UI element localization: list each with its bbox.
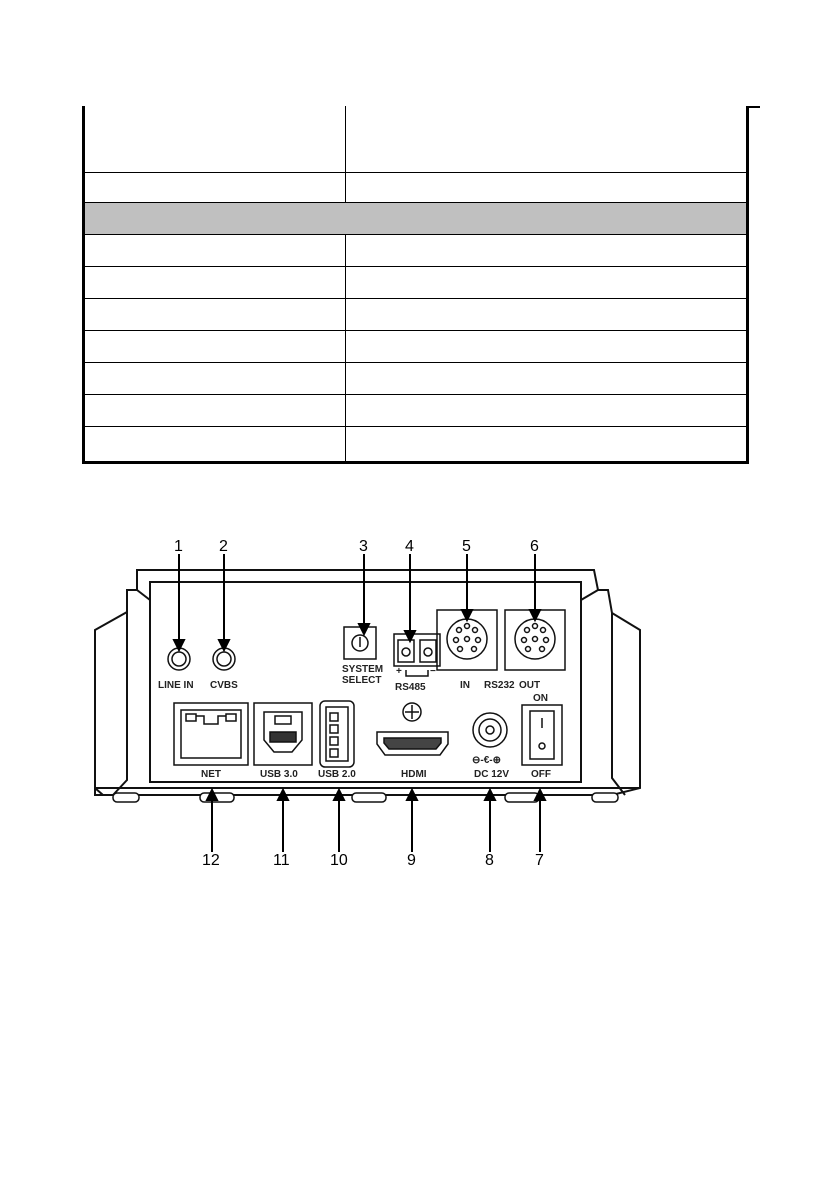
callout-10: 10 — [330, 852, 348, 869]
column-divider — [345, 267, 346, 298]
table-row — [85, 235, 746, 267]
callout-2: 2 — [219, 538, 228, 555]
rs232-out-label: OUT — [519, 680, 541, 691]
table-row — [85, 363, 746, 395]
rs485-label: RS485 — [395, 682, 426, 693]
column-divider — [345, 173, 346, 202]
rs485-minus: − — [430, 666, 436, 677]
table-row — [85, 427, 746, 461]
rs232-in-label: IN — [460, 680, 470, 691]
callout-4: 4 — [405, 538, 414, 555]
callout-8: 8 — [485, 852, 494, 869]
callout-9: 9 — [407, 852, 416, 869]
select-label: SELECT — [342, 675, 382, 686]
dc12v-label: DC 12V — [474, 769, 510, 780]
line-in-label: LINE IN — [158, 680, 194, 691]
table-row — [85, 173, 746, 203]
column-divider — [345, 331, 346, 362]
column-divider — [345, 299, 346, 330]
callout-1: 1 — [174, 538, 183, 555]
callout-11: 11 — [273, 852, 290, 869]
hdmi-label: HDMI — [401, 769, 427, 780]
column-divider — [345, 427, 346, 461]
column-divider — [345, 363, 346, 394]
column-divider — [345, 395, 346, 426]
table-row — [85, 106, 746, 173]
screw-icon — [403, 703, 421, 721]
rs485-plus: + — [396, 666, 402, 677]
callout-12: 12 — [202, 852, 220, 869]
callout-3: 3 — [359, 538, 368, 555]
column-divider — [345, 106, 346, 172]
callout-5: 5 — [462, 538, 471, 555]
table-row — [85, 267, 746, 299]
cvbs-label: CVBS — [210, 680, 238, 691]
rs232-label: RS232 — [484, 680, 515, 691]
callout-7: 7 — [535, 852, 544, 869]
polarity-label: ⊖-€-⊕ — [472, 755, 501, 766]
usb2-label: USB 2.0 — [318, 769, 356, 780]
usb3-label: USB 3.0 — [260, 769, 298, 780]
table-row — [85, 299, 746, 331]
switch-on-label: ON — [533, 693, 548, 704]
rear-panel-diagram — [0, 520, 840, 870]
net-label: NET — [201, 769, 221, 780]
callout-6: 6 — [530, 538, 539, 555]
table-row — [85, 395, 746, 427]
spec-table — [82, 106, 749, 464]
system-label: SYSTEM — [342, 664, 384, 675]
table-edge-tick — [748, 106, 760, 108]
table-row — [85, 331, 746, 363]
switch-off-label: OFF — [531, 769, 551, 780]
column-divider — [345, 235, 346, 266]
table-section-row — [85, 203, 746, 235]
